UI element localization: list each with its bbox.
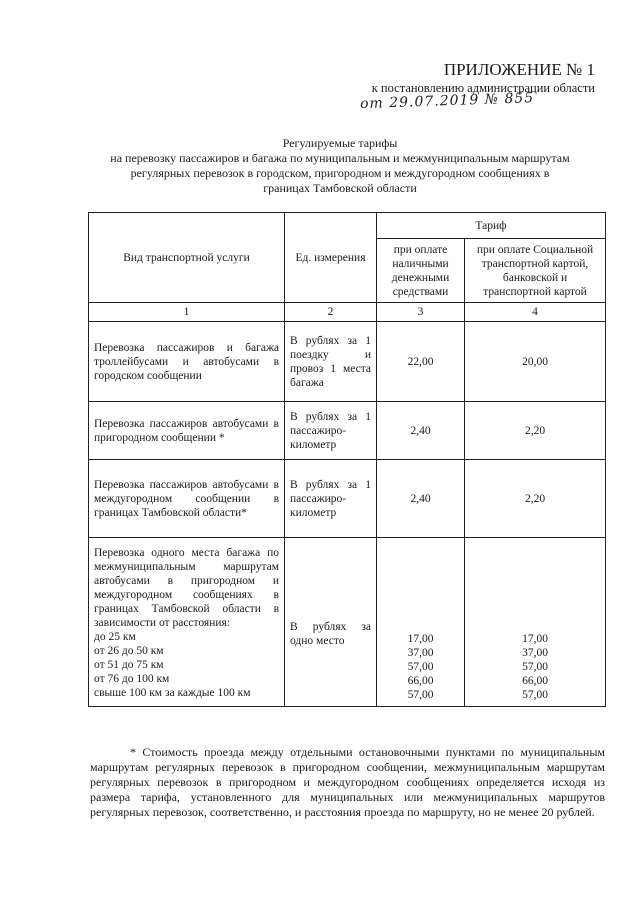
card-price-cell [465, 538, 606, 707]
table-row [89, 460, 606, 538]
cash-price-cell: 2,40 [377, 402, 465, 460]
cash-price-cell: 22,00 [377, 322, 465, 402]
header-service: Вид транспортной услуги [89, 213, 285, 303]
tariffs-table [88, 212, 606, 707]
table-row [89, 402, 606, 460]
cash-price-cell [377, 538, 465, 707]
price-value: 17,00 [407, 633, 434, 645]
distance-label: от 51 до 75 км [94, 659, 164, 671]
heading-line-1: Регулируемые тарифы [282, 136, 398, 150]
price-value: 57,00 [407, 661, 434, 673]
distance-label: от 76 до 100 км [94, 673, 170, 685]
card-price-cell: 2,20 [465, 460, 606, 538]
document-heading [60, 136, 620, 196]
unit-cell: В рублях за 1 пассажиро-километр [285, 460, 377, 538]
table-row [89, 322, 606, 402]
appendix-subtitle: к постановлению администрации области [371, 81, 595, 95]
distance-label: до 25 км [94, 631, 136, 643]
unit-cell: В рублях за 1 поездку и провоз 1 места багажа [285, 322, 377, 402]
unit-cell: В рублях за 1 пассажиро-километр [285, 402, 377, 460]
footnote: * Стоимость проезда между отдельными остановочными пунктами по муниципальным маршрутам регулярных перевозок в пригородном сообщении, межмуниципальным маршрутам регулярных перевозок в пригородном и междугородном сообщениях определяется исходя из размера тарифа, установленного для муниципальных или межмуниципальных маршрутов регулярных перевозок, соответственно, и расстояния проезда по маршруту, но не менее 20 рублей. [90, 745, 605, 819]
distance-label: от 26 до 50 км [94, 645, 164, 657]
handwritten-date-number: от 29.07.2019 № 855 [359, 90, 535, 113]
header-unit: Ед. измерения [285, 213, 377, 303]
unit-cell: В рублях за одно место [285, 538, 377, 707]
header-cash: при оплате наличными денежными средствами [377, 239, 465, 303]
baggage-service-text: Перевозка одного места багажа по межмуниципальным маршрутам автобусами в пригородном и междугородном сообщениях в границах Тамбовской области в зависимости от расстояния: [94, 547, 279, 629]
price-value: 66,00 [522, 675, 548, 687]
service-cell: Перевозка пассажиров автобусами в пригородном сообщении * [89, 402, 285, 460]
service-cell: Перевозка пассажиров автобусами в междугородном сообщении в границах Тамбовской области* [89, 460, 285, 538]
distance-label: свыше 100 км за каждые 100 км [94, 687, 251, 699]
card-price-cell: 2,20 [465, 402, 606, 460]
price-value: 37,00 [407, 647, 434, 659]
heading-line-2: на перевозку пассажиров и багажа по муниципальным и межмуниципальным маршрутам [110, 151, 570, 165]
heading-line-3: регулярных перевозок в городском, пригородном и междугородном сообщениях в [130, 166, 550, 180]
price-value: 57,00 [407, 689, 434, 701]
service-cell: Перевозка пассажиров и багажа троллейбусами и автобусами в городском сообщении [89, 322, 285, 402]
column-number: 1 [89, 303, 285, 322]
price-value: 66,00 [407, 675, 434, 687]
price-value: 57,00 [522, 689, 548, 701]
cash-price-cell: 2,40 [377, 460, 465, 538]
appendix-title: ПРИЛОЖЕНИЕ № 1 [443, 60, 595, 79]
baggage-service-cell [89, 538, 285, 707]
price-value: 57,00 [522, 661, 548, 673]
header-card: при оплате Социальной транспортной картой, банковской и транспортной картой [465, 239, 606, 303]
price-value: 17,00 [522, 633, 548, 645]
header-tariff: Тариф [377, 213, 606, 239]
column-number-row [89, 303, 606, 322]
table-row-baggage [89, 538, 606, 707]
heading-line-4: границах Тамбовской области [263, 181, 417, 195]
card-price-cell: 20,00 [465, 322, 606, 402]
column-number: 4 [465, 303, 606, 322]
price-value: 37,00 [522, 647, 548, 659]
column-number: 3 [377, 303, 465, 322]
column-number: 2 [285, 303, 377, 322]
